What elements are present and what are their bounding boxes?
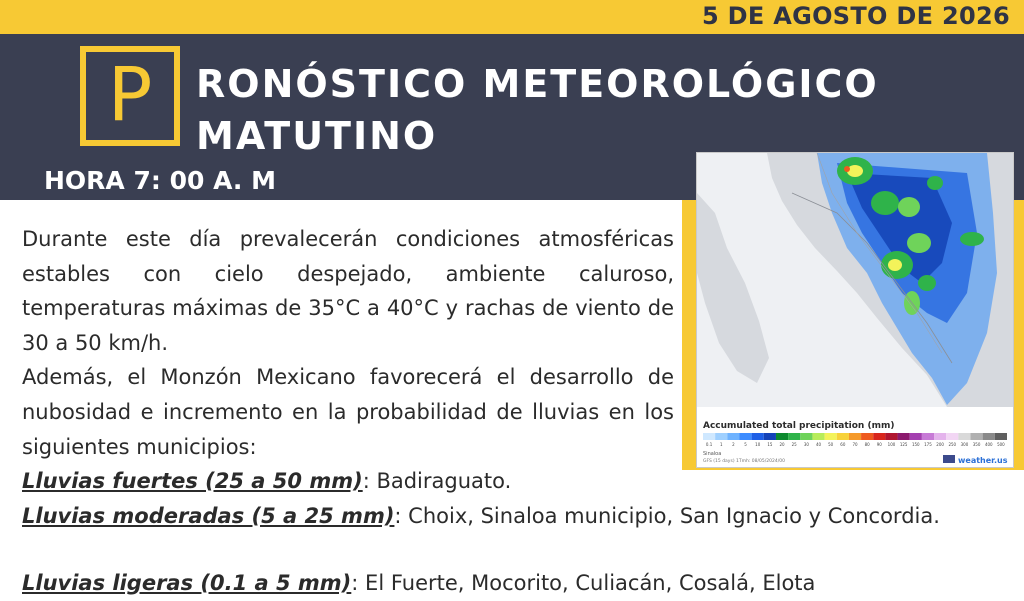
legend-tick-label: 500 bbox=[997, 442, 1005, 447]
legend-swatch bbox=[837, 433, 849, 440]
legend-swatch bbox=[776, 433, 788, 440]
legend-tick-label: 125 bbox=[899, 442, 908, 447]
legend-tick-label: 350 bbox=[972, 442, 981, 447]
paragraph-monsoon: Además, el Monzón Mexicano favorecerá el desarrollo de nubosidad e incremento en la probabilidad de lluvias en los siguientes municipios: bbox=[22, 365, 674, 459]
rain-heavy-line bbox=[22, 464, 1014, 499]
legend-tick-label: 1 bbox=[719, 442, 723, 447]
legend-tick-label: 100 bbox=[887, 442, 896, 447]
rain-heavy-value: : Badiraguato. bbox=[362, 469, 512, 493]
legend-tick-label: 50 bbox=[828, 442, 834, 447]
legend-tick-label: 300 bbox=[960, 442, 969, 447]
legend-tick-label: 10 bbox=[755, 442, 761, 447]
title-initial-box: P bbox=[80, 46, 180, 146]
rain-light-line bbox=[22, 566, 1014, 601]
legend-swatch bbox=[995, 433, 1007, 440]
legend-tick-label: 0.1 bbox=[705, 442, 713, 447]
flag-icon bbox=[943, 455, 955, 463]
legend-title: Accumulated total precipitation (mm) bbox=[703, 421, 895, 431]
rain-light-value: : El Fuerte, Mocorito, Culiacán, Cosalá, Elota bbox=[351, 571, 816, 595]
legend-swatch bbox=[703, 433, 715, 440]
date-label: 5 DE AGOSTO DE 2026 bbox=[702, 2, 1010, 30]
legend-swatch bbox=[873, 433, 885, 440]
legend-swatch bbox=[934, 433, 946, 440]
legend-tick-label: 175 bbox=[924, 442, 932, 447]
legend-swatch bbox=[958, 433, 970, 440]
legend-tick-label: 20 bbox=[779, 442, 785, 447]
legend-swatch bbox=[922, 433, 934, 440]
time-label: HORA 7: 00 A. M bbox=[44, 166, 276, 195]
paragraph-conditions: Durante este día prevalecerán condiciones atmosféricas estables con cielo despejado, ambiente caluroso, temperaturas máximas de 35°C a 40°C y rachas de viento de 30 a 50 km/h. bbox=[22, 227, 674, 355]
legend-tick-label: 25 bbox=[791, 442, 797, 447]
rain-light-label: Lluvias ligeras (0.1 a 5 mm) bbox=[22, 571, 352, 595]
legend-tick-label: 250 bbox=[948, 442, 957, 447]
rain-heavy-label: Lluvias fuertes (25 a 50 mm) bbox=[22, 469, 363, 493]
date-banner bbox=[0, 0, 1024, 34]
legend-region: Sinaloa bbox=[703, 451, 722, 457]
rain-moderate-line bbox=[22, 499, 1014, 534]
precipitation-map-svg bbox=[697, 153, 1013, 467]
rain-moderate-label: Lluvias moderadas (5 a 25 mm) bbox=[22, 504, 395, 528]
brand-logo: weather.us bbox=[958, 456, 1008, 465]
legend-swatch bbox=[764, 433, 776, 440]
legend-tick-label: 30 bbox=[803, 442, 809, 447]
rain-moderate-value: : Choix, Sinaloa municipio, San Ignacio y Concordia. bbox=[394, 504, 940, 528]
forecast-body bbox=[22, 222, 674, 464]
legend-swatch bbox=[739, 433, 751, 440]
legend-model-info: GFS (15 days) 1Tmh: 08/05/2024/00 bbox=[703, 459, 785, 464]
legend-tick-label: 2 bbox=[732, 442, 735, 447]
legend-swatch bbox=[861, 433, 873, 440]
title-line-1: RONÓSTICO METEOROLÓGICO bbox=[196, 62, 879, 106]
legend-swatch bbox=[788, 433, 800, 440]
title-line-2: MATUTINO bbox=[196, 114, 438, 158]
legend-tick-label: 150 bbox=[911, 442, 920, 447]
legend-swatch bbox=[727, 433, 739, 440]
legend-swatch bbox=[885, 433, 897, 440]
legend-tick-label: 70 bbox=[852, 442, 858, 447]
legend-swatch bbox=[752, 433, 764, 440]
legend-tick-label: 5 bbox=[744, 442, 747, 447]
legend-swatch bbox=[825, 433, 837, 440]
legend-tick-label: 400 bbox=[984, 442, 993, 447]
legend-tick-label: 80 bbox=[864, 442, 870, 447]
legend-swatch bbox=[812, 433, 824, 440]
legend-swatch bbox=[946, 433, 958, 440]
legend-tick-label: 90 bbox=[876, 442, 882, 447]
legend-tick-label: 40 bbox=[815, 442, 822, 447]
legend-tick-label: 15 bbox=[767, 442, 773, 447]
precipitation-map bbox=[696, 152, 1014, 468]
legend-swatch bbox=[910, 433, 922, 440]
legend-swatch bbox=[849, 433, 861, 440]
legend-swatch bbox=[898, 433, 910, 440]
legend-tick-label: 60 bbox=[840, 442, 846, 447]
legend-swatch bbox=[800, 433, 812, 440]
legend-swatch bbox=[971, 433, 983, 440]
legend-tick-label: 200 bbox=[936, 442, 944, 447]
legend-swatch bbox=[715, 433, 727, 440]
legend-swatch bbox=[983, 433, 995, 440]
